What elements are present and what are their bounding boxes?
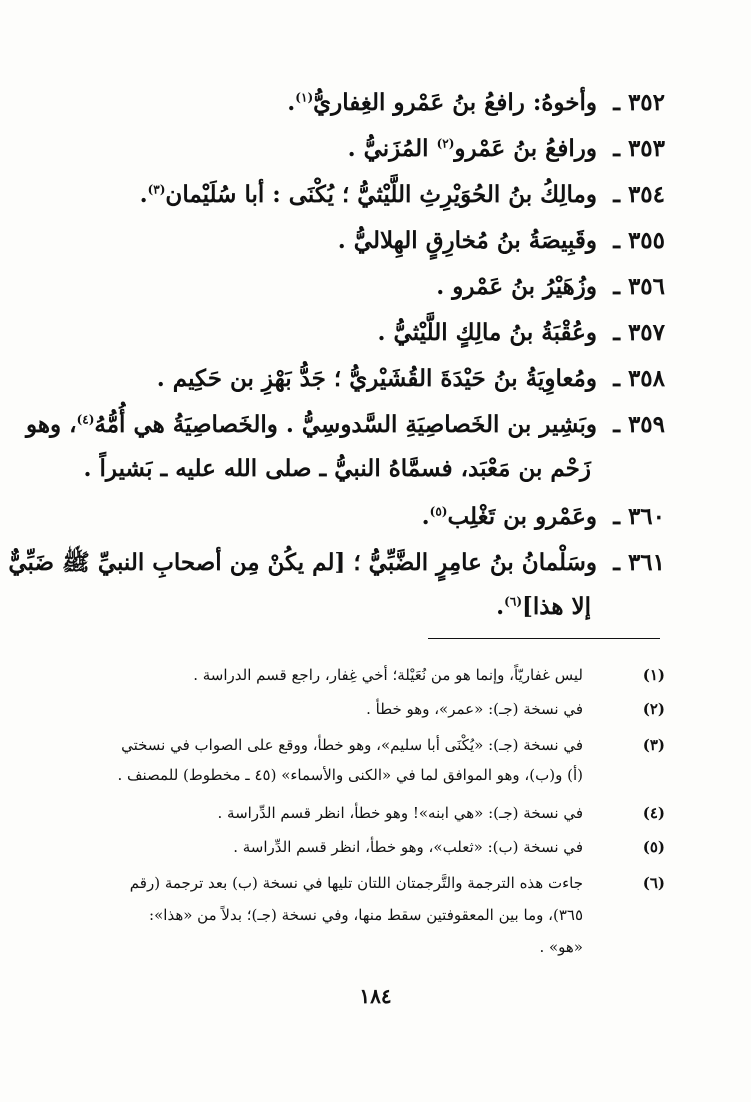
footnote-ref[interactable]: (٥)	[429, 504, 448, 519]
entry-354	[72, 180, 665, 210]
footnote-6-text-line2: ٣٦٥)، وما بين المعقوفتين سقط منها، وفي نسخة (جـ)؛ بدلاً من «هذا»:	[149, 906, 583, 924]
entry-359-continuation	[72, 454, 591, 484]
entry-353	[72, 134, 665, 164]
entry-text: وزُهَيْرُ بنُ عَمْرو .	[436, 273, 597, 300]
entry-361-continuation	[72, 592, 591, 622]
entry-361	[8, 548, 665, 578]
entry-tail: المُزَنيُّ .	[347, 135, 437, 162]
footnote-2-text: في نسخة (جـ): «عمر»، وهو خطأ .	[366, 700, 583, 718]
entry-number: ٣٥٣ ـ	[613, 135, 665, 162]
entry-tail: ، وهو	[26, 411, 77, 438]
footnote-3-text-line2: (أ) و(ب)، وهو الموافق لما في «الكنى والأسماء» (٤٥ ـ مخطوط) للمصنف .	[117, 766, 583, 784]
footnote-6-text-line3: «هو» .	[539, 938, 583, 956]
entry-355	[72, 226, 665, 256]
footnote-6-text: جاءت هذه الترجمة والتَّرجمتان اللتان تليها في نسخة (ب) بعد ترجمة (رقم	[129, 874, 583, 892]
entry-number: ٣٥٦ ـ	[613, 273, 665, 300]
footnote-number: (١)	[642, 666, 665, 684]
footnote-number: (٤)	[642, 804, 665, 822]
footnote-number: (٣)	[642, 736, 665, 754]
entry-text: ومُعاوِيَةُ بنُ حَيْدَةَ القُشَيْريُّ ؛ جَدُّ بَهْزِ بن حَكِيم .	[156, 365, 597, 392]
entry-text: وقَبِيصَةُ بنُ مُخارِقٍ الهِلاليُّ .	[337, 227, 597, 254]
entry-352	[72, 88, 665, 118]
entry-number: ٣٥٨ ـ	[613, 365, 665, 392]
entry-number: ٣٦١ ـ	[613, 549, 665, 576]
entry-358	[72, 364, 665, 394]
entry-tail: .	[287, 89, 296, 116]
page-number: ١٨٤	[359, 984, 392, 1008]
entry-tail: .	[139, 181, 148, 208]
entry-text: ورافعُ بنُ عَمْرو	[454, 135, 597, 162]
entry-number: ٣٥٧ ـ	[613, 319, 665, 346]
entry-360	[72, 502, 665, 532]
footnote-ref[interactable]: (٢)	[436, 136, 455, 151]
entry-text: وعُقْبَةُ بنُ مالِكٍ اللَّيْثيُّ .	[377, 319, 597, 346]
entry-text: وعَمْرو بن تَغْلِب	[447, 503, 597, 530]
footnote-number: (٥)	[642, 838, 665, 856]
entry-text: وسَلْمانُ بنُ عامِرٍ الضَّبِّيُّ ؛ [لم يكُنْ مِن أصحابِ النبيِّ ﷺ ضَبِّيٌّ	[8, 549, 597, 576]
footnote-1-text: ليس غفاريّاً، وإنما هو من نُعَيْلة؛ أخي غِفار، راجع قسم الدراسة .	[193, 666, 583, 684]
footnote-number: (٢)	[642, 700, 665, 718]
entry-text: إلا هذا]	[522, 593, 591, 620]
entry-tail: .	[421, 503, 430, 530]
entry-text: ومالِكُ بنُ الحُوَيْرِثِ اللَّيْثيُّ ؛ يُكْنَى : أبا سُلَيْمان	[165, 181, 597, 208]
entry-tail: .	[496, 593, 505, 620]
entry-356	[72, 272, 665, 302]
footnote-5-text: في نسخة (ب): «ثعلب»، وهو خطأ، انظر قسم الدِّراسة .	[233, 838, 583, 856]
entry-357	[72, 318, 665, 348]
entry-number: ٣٥٢ ـ	[613, 89, 665, 116]
entry-text: زَحْم بن مَعْبَد، فسمَّاهُ النبيُّ ـ صلى الله عليه ـ بَشيراً .	[83, 455, 591, 482]
entry-number: ٣٦٠ ـ	[613, 503, 665, 530]
entry-359	[26, 410, 665, 440]
entry-text: وأخوهُ: رافعُ بنُ عَمْرو الغِفاريُّ	[313, 89, 597, 116]
footnote-ref[interactable]: (١)	[295, 90, 314, 105]
footnote-number: (٦)	[642, 874, 665, 892]
entry-number: ٣٥٥ ـ	[613, 227, 665, 254]
entry-text: وبَشِير بن الخَصاصِيَةِ السَّدوسِيُّ . والخَصاصِيَةُ هي أُمُّهُ	[94, 411, 597, 438]
footnote-ref[interactable]: (٣)	[147, 182, 166, 197]
footnote-4-text: في نسخة (جـ): «هي ابنه»! وهو خطأ، انظر قسم الدِّراسة .	[217, 804, 583, 822]
entry-number: ٣٥٩ ـ	[613, 411, 665, 438]
footnote-ref[interactable]: (٦)	[504, 594, 522, 609]
footnote-3-text: في نسخة (جـ): «يُكْنَى أبا سليم»، وهو خطأ، ووقع على الصواب في نسختي	[121, 736, 583, 754]
footnote-separator	[428, 638, 660, 639]
footnote-ref[interactable]: (٤)	[76, 412, 95, 427]
entry-number: ٣٥٤ ـ	[613, 181, 665, 208]
